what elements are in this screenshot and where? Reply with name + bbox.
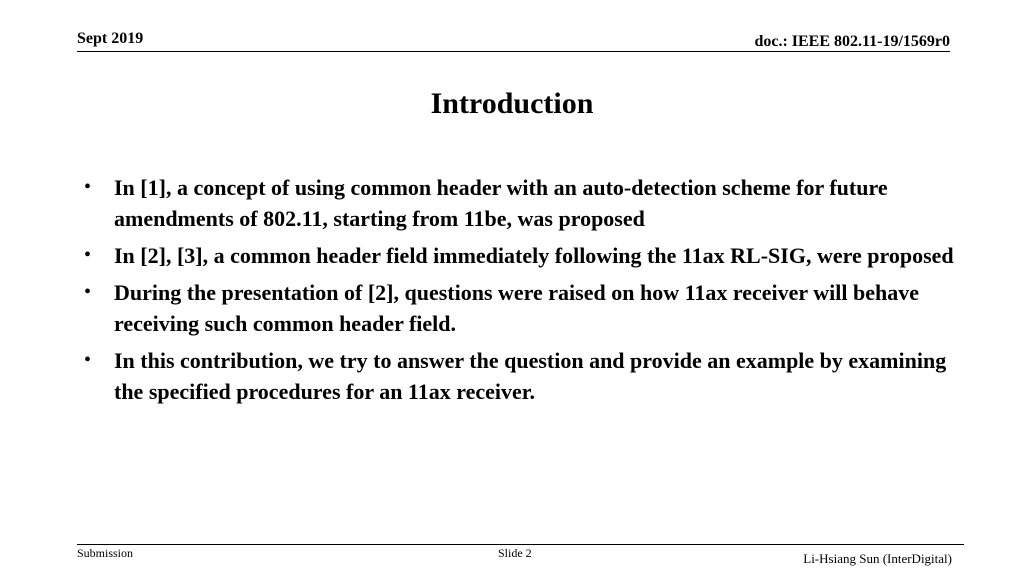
header-divider (77, 51, 950, 52)
bullet-item (84, 345, 954, 407)
bullet-icon: • (84, 176, 92, 198)
bullet-item (84, 172, 954, 234)
bullet-icon: • (84, 281, 92, 303)
bullet-item (84, 240, 954, 271)
bullet-icon: • (84, 244, 92, 266)
header-date: Sept 2019 (77, 30, 144, 47)
bullet-icon: • (84, 349, 92, 371)
bullet-text: During the presentation of [2], questions were raised on how 11ax receiver will behave receiving such common header field. (114, 280, 919, 336)
bullet-list (84, 172, 954, 413)
footer-submission: Submission (77, 546, 134, 560)
slide-number: Slide 2 (498, 546, 532, 560)
slide-title: Introduction (430, 87, 594, 120)
bullet-text: In [1], a concept of using common header with an auto-detection scheme for future amendments of 802.11, starting from 11be, was proposed (114, 175, 888, 231)
header-doc-id: doc.: IEEE 802.11-19/1569r0 (754, 33, 950, 50)
bullet-item (84, 277, 954, 339)
bullet-text: In this contribution, we try to answer the question and provide an example by examining the specified procedures for an 11ax receiver. (114, 348, 947, 404)
footer-author: Li-Hsiang Sun (InterDigital) (803, 551, 952, 566)
bullet-text: In [2], [3], a common header field immediately following the 11ax RL-SIG, were proposed (114, 243, 954, 268)
footer-divider (77, 544, 964, 545)
